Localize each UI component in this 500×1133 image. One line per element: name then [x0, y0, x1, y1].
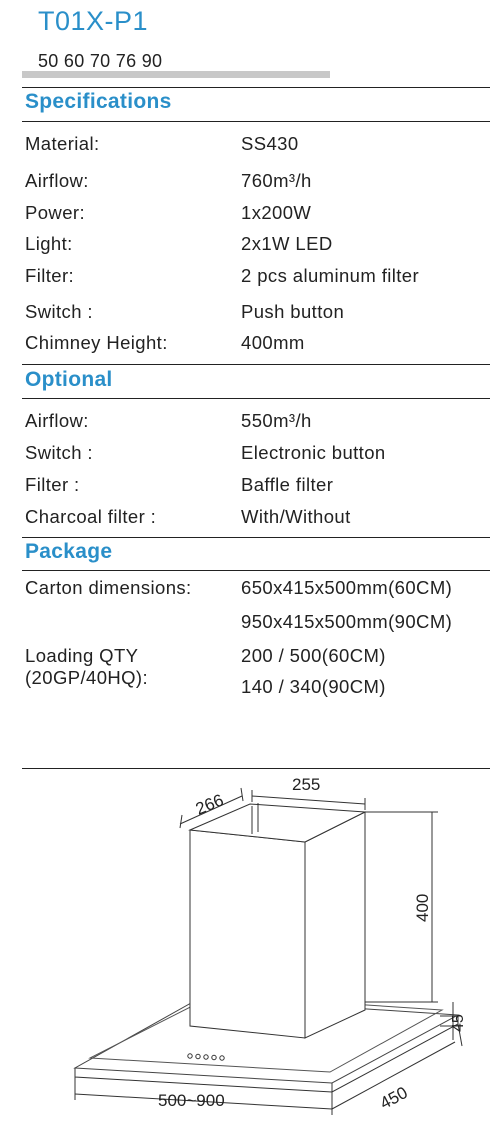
spec-label: Switch :	[25, 301, 93, 322]
spec-row-switch	[0, 301, 500, 331]
dim-label-400: 400	[413, 893, 432, 922]
range-hood-drawing	[0, 770, 500, 1133]
optional-value: 550m³/h	[241, 410, 312, 431]
optional-label: Airflow:	[25, 410, 89, 431]
divider	[22, 364, 490, 365]
dim-label-255: 255	[292, 775, 321, 794]
optional-row-airflow	[0, 410, 500, 440]
spec-row-material	[0, 133, 500, 163]
available-sizes: 50 60 70 76 90	[38, 51, 163, 71]
spec-value: SS430	[241, 133, 299, 154]
spec-label: Power:	[25, 202, 85, 223]
spec-row-filter	[0, 265, 500, 295]
optional-row-filter	[0, 474, 500, 504]
spec-row-chimney-height	[0, 332, 500, 362]
package-label: Carton dimensions:	[25, 577, 192, 598]
divider	[22, 398, 490, 399]
divider	[22, 537, 490, 538]
optional-label: Switch :	[25, 442, 93, 463]
dim-label-width: 500~900	[158, 1091, 225, 1110]
spec-value: 2 pcs aluminum filter	[241, 265, 420, 286]
optional-value: With/Without	[241, 506, 351, 527]
section-heading-package: Package	[25, 540, 113, 563]
optional-label: Filter :	[25, 474, 80, 495]
optional-row-switch	[0, 442, 500, 472]
model-title: T01X-P1	[38, 6, 149, 36]
spec-label: Airflow:	[25, 170, 89, 191]
spec-value: 1x200W	[241, 202, 312, 223]
spec-row-airflow	[0, 170, 500, 200]
spec-label: Material:	[25, 133, 100, 154]
spec-value: 400mm	[241, 332, 305, 353]
dim-label-266: 266	[192, 790, 227, 819]
spec-row-power	[0, 202, 500, 232]
title-underline	[22, 71, 330, 78]
package-row-carton-2	[0, 611, 500, 641]
control-buttons	[188, 1054, 224, 1060]
package-value: 140 / 340(90CM)	[241, 676, 386, 697]
divider	[22, 121, 490, 122]
package-row-loading-2	[0, 667, 500, 697]
spec-label: Chimney Height:	[25, 332, 168, 353]
divider	[22, 768, 490, 769]
spec-value: 2x1W LED	[241, 233, 333, 254]
package-value: 950x415x500mm(90CM)	[241, 611, 453, 632]
dim-label-45: 45	[450, 1014, 467, 1032]
section-heading-optional: Optional	[25, 368, 113, 391]
package-label: (20GP/40HQ):	[25, 667, 149, 688]
optional-row-charcoal-filter	[0, 506, 500, 536]
package-value: 200 / 500(60CM)	[241, 645, 386, 666]
package-row-carton	[0, 577, 500, 607]
spec-value: 760m³/h	[241, 170, 312, 191]
spec-value: Push button	[241, 301, 345, 322]
package-label: Loading QTY	[25, 645, 139, 666]
spec-row-light	[0, 233, 500, 263]
optional-value: Baffle filter	[241, 474, 334, 495]
dim-label-450: 450	[376, 1082, 411, 1114]
spec-label: Filter:	[25, 265, 75, 286]
optional-value: Electronic button	[241, 442, 386, 463]
divider	[22, 87, 490, 88]
divider	[22, 570, 490, 571]
section-heading-specifications: Specifications	[25, 90, 172, 113]
optional-label: Charcoal filter :	[25, 506, 157, 527]
package-value: 650x415x500mm(60CM)	[241, 577, 453, 598]
spec-label: Light:	[25, 233, 73, 254]
